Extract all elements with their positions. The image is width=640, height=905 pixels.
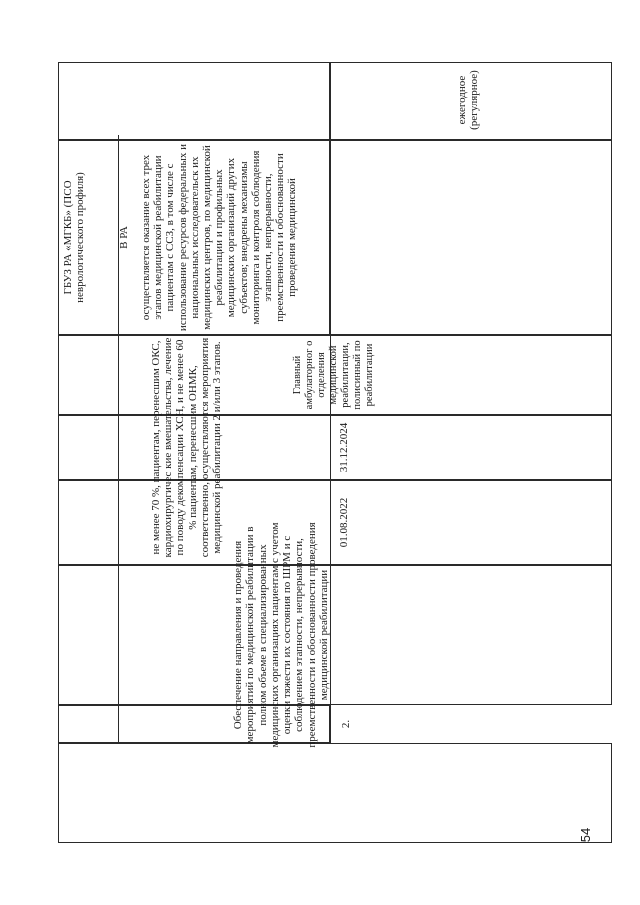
row-number: 2. <box>340 719 352 729</box>
cell-periodicity-header <box>330 62 612 140</box>
periodicity-text: ежегодное (регулярное) <box>456 70 481 130</box>
responsible-text: ГБУЗ РА «МГКБ» (ПСО неврологического профиля) <box>62 172 87 303</box>
start-date: 01.08.2022 <box>338 497 350 548</box>
cell-left-blank <box>58 743 612 843</box>
executor-text: Главный амбулаторног о отделения медицинской реабилитации, полисинный по реабилитации <box>292 340 375 410</box>
row-divider-1 <box>118 135 119 743</box>
cell-start-date <box>58 480 612 565</box>
page-number: 54 <box>578 827 593 843</box>
measure-text: Обеспечение направления и проведения мероприятий по медицинской реабилитации в полном объеме в специализированных медицинских организациях пациентам с учетом оценки тяжести их состояния по ШРМ и с соблюдением этапности, непрерывности, преемственности и обоснованности проведения медицинской реабилитации <box>232 522 331 748</box>
indicator-text: не менее 70 %, пациентам, перенесшим ОКС, кардиохирургичес кие вмешательства, лечение по поводу декомпенсации ХСН, и не менее 60 % пациентам, перенесшим ОНМК, соответственно, осуществляются мероприятия медицинской реабилитации 2 и/или 3 этапов. <box>150 337 224 558</box>
result-header-text: В РА <box>118 226 130 249</box>
cell-responsible-header <box>58 140 330 335</box>
cell-result-header <box>330 140 612 335</box>
cell-measure <box>58 565 612 705</box>
end-date: 31.12.2024 <box>338 422 350 473</box>
row-divider-2 <box>330 335 331 743</box>
result-text: осуществляется оказание всех трех этапов медицинской реабилитации пациентам с ССЗ, в том числе с использование ресурсов федеральных и национальных исследовательск их медицинских центров, по медицинской реабилитации и профильных медицинских организаций других субъектов; внедрены механизмы мониторинга и контроля соблюдения этапности, непрерывности, преемственности и обоснованности проведения медицинской <box>140 143 299 332</box>
cell-top-blank <box>58 62 330 140</box>
cell-end-date <box>58 415 612 480</box>
